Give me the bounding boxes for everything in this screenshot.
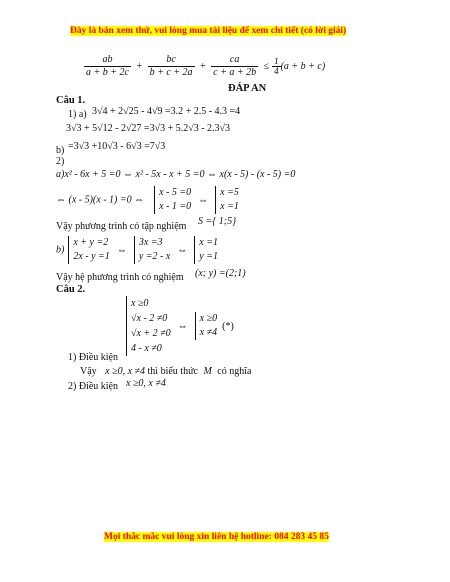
cau1-b2-label: b) <box>56 244 65 256</box>
cau1-b-line: =3√3 +10√3 - 6√3 =7√3 <box>68 141 166 152</box>
cau1-part1-label: 1) a) <box>68 109 87 120</box>
cau1-part1-line2: 3√3 + 5√12 - 2√27 =3√3 + 5.2√3 - 2.3√3 <box>66 123 231 134</box>
cau2-item1-condition: x ≥0, x ≠4 <box>105 366 146 377</box>
system-roots-2: x =5 x =1 <box>215 186 239 214</box>
cau1-part1-line1: 3√4 + 2√25 - 4√9 =3.2 + 2.5 - 4.3 =4 <box>92 106 241 117</box>
cau2-condition-system: x ≥0 √x - 2 ≠0 √x + 2 ≠0 4 - x ≠0 ⇔ x ≥0 x ≠4 (*) <box>126 296 234 356</box>
cau1-b2-conclusion: Vậy hệ phương trình có nghiệm <box>56 272 184 283</box>
system-roots-1: x - 5 =0 x - 1 =0 <box>154 186 191 214</box>
system-equations-3: x =1 y =1 <box>194 236 218 264</box>
cau1-b2-solution: (x; y) =(2;1) <box>195 268 246 279</box>
fraction-term-3: $\frac{ca}{c + a + 2b}$ <box>213 54 257 78</box>
condition-result-system: x ≥0 x ≠4 <box>195 312 217 340</box>
cau1-part2-label: 2) <box>56 156 65 167</box>
header-banner: Đây là bản xem thử, vui lòng mua tài liệu để xem chi tiết (có lời giải) <box>70 26 347 36</box>
system-equations-1: x + y =2 2x - y =1 <box>68 236 109 264</box>
cau1-a-lead: ⇔ (x - 5)(x - 1) =0 ⇔ <box>56 194 145 206</box>
condition-star: (*) <box>222 320 234 332</box>
system-equations-2: 3x =3 y =2 - x <box>134 236 170 264</box>
cau1-a-line: a)x² - 6x + 5 =0 ⇔ x² - 5x - x + 5 =0 ⇔ x(x - 5) - (x - 5) =0 <box>56 169 296 180</box>
answer-title: ĐÁP AN <box>228 83 267 94</box>
fraction-term-2: $\frac{bc}{b + c + 2a}$ <box>149 54 193 78</box>
cau2-item1-label: 1) Điều kiện <box>68 352 118 363</box>
fraction-one-quarter: $\frac{1}{4}$ <box>274 56 279 76</box>
fraction-term-1: $\frac{ab}{a + b + 2c}$ <box>86 54 129 78</box>
condition-system-4-rows: x ≥0 √x - 2 ≠0 √x + 2 ≠0 4 - x ≠0 <box>126 296 171 356</box>
cau2-item2-label: 2) Điều kiện <box>68 381 118 392</box>
inequality-rhs-tail: (a + b + c) <box>280 61 326 72</box>
cau2-item2-condition: x ≥0, x ≠4 <box>126 378 166 389</box>
expression-M: M <box>203 366 212 377</box>
cau1-a-factor-row: ⇔ (x - 5)(x - 1) =0 ⇔ x - 5 =0 x - 1 =0 ⇔ x =5 x =1 <box>56 187 239 212</box>
footer-banner: Mọi thắc mắc vui lòng xin liên hệ hotline: 084 283 45 85 <box>104 532 329 542</box>
cau1-a-solution-set: S ={ 1;5} <box>198 216 237 227</box>
cau1-title: Câu 1. <box>56 95 86 106</box>
inequality: $\frac{ab}{a + b + 2c}$ + $\frac{bc}{b + c + 2a}$ + $\frac{ca}{c + a + 2b}$ ≤ $\frac{1}{4}$ (a + b + c) <box>86 54 326 78</box>
cau2-item1-conclusion: Vậy x ≥0, x ≠4 thì biểu thức M có nghĩa <box>80 366 252 377</box>
cau1-a-conclusion: Vậy phương trình có tập nghiệm <box>56 221 187 232</box>
cau2-title: Câu 2. <box>56 284 86 295</box>
cau1-b-system-row: b) x + y =2 2x - y =1 ⇔ 3x =3 y =2 - x ⇔ x =1 y =1 <box>56 237 218 262</box>
cau1-b-label: b) <box>56 145 65 156</box>
